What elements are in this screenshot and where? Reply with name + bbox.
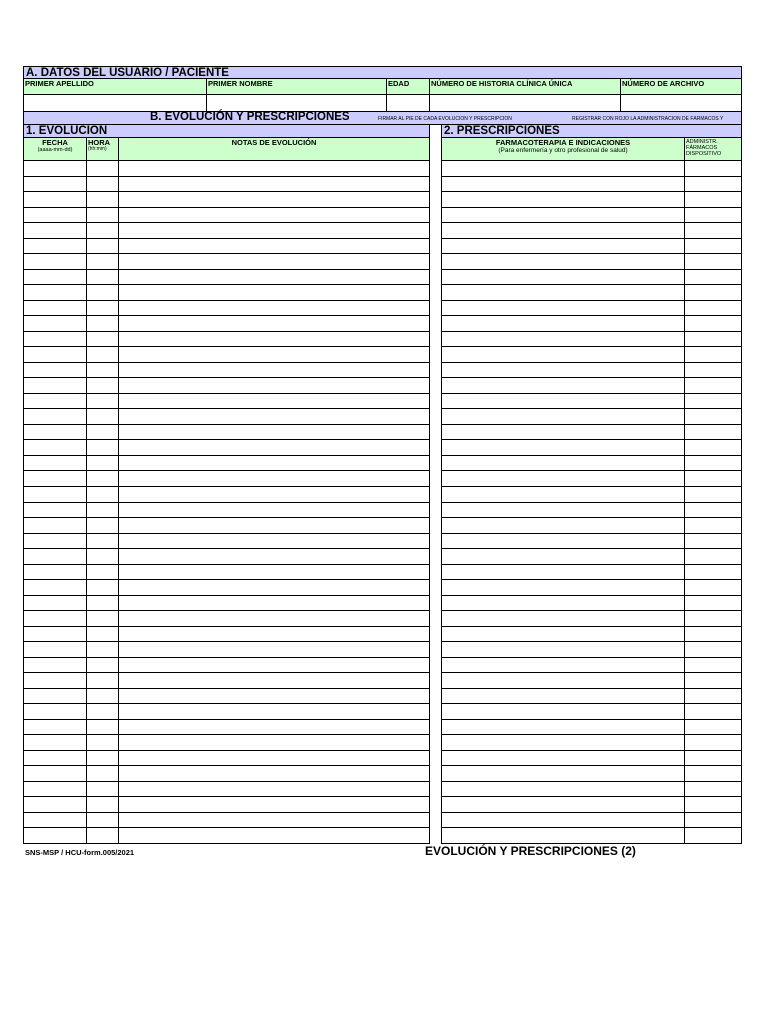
evolucion-row-line [23,486,430,487]
evolucion-row-line [23,796,430,797]
section-b-note-right: REGISTRAR CON ROJO LA ADMINISTRACIÓN DE FÁRMACOS Y [572,116,724,122]
primer-nombre-field[interactable] [206,94,387,112]
evolucion-row-line [23,657,430,658]
evolucion-row-line [23,626,430,627]
evolucion-row-line [23,502,430,503]
evolucion-row-line [23,470,430,471]
prescripciones-row-line [441,719,742,720]
prescripciones-row-line [441,176,742,177]
evolucion-row-line [23,734,430,735]
evolucion-row-line [23,843,430,844]
evolucion-row-line [23,253,430,254]
prescripciones-row-line [441,703,742,704]
prescripciones-row-line [441,439,742,440]
farmacoterapia-column-header: FARMACOTERAPIA E INDICACIONES (Para enfermería y otro profesional de salud) [441,137,685,161]
prescripciones-row-line [441,626,742,627]
field-label-primer-nombre: PRIMER NOMBRE [206,78,387,95]
prescripciones-row-line [441,408,742,409]
prescripciones-column-line [684,160,685,843]
evolucion-row-line [23,439,430,440]
prescripciones-row-line [441,672,742,673]
prescripciones-row-line [441,657,742,658]
primer-apellido-field[interactable] [23,94,207,112]
evolucion-row-line [23,548,430,549]
prescripciones-row-line [441,796,742,797]
field-label-primer-apellido: PRIMER APELLIDO [23,78,207,95]
notas-column-header: NOTAS DE EVOLUCIÓN [118,137,430,161]
evolucion-row-line [23,812,430,813]
administracion-column-header: ADMINISTR. FÁRMACOS DISPOSITIVO [684,137,742,161]
form-title: EVOLUCIÓN Y PRESCRIPCIONES (2) [425,844,636,858]
evolucion-row-line [23,160,430,161]
evolucion-row-line [23,393,430,394]
evolucion-row-line [23,238,430,239]
prescripciones-row-line [441,517,742,518]
evolucion-row-line [23,315,430,316]
evolucion-column-line [429,160,430,843]
evolucion-row-line [23,827,430,828]
farmacoterapia-subtitle: (Para enfermería y otro profesional de salud) [498,147,628,154]
fecha-format-hint: (aaaa-mm-dd) [37,147,73,153]
prescripciones-row-line [441,641,742,642]
prescripciones-row-line [441,533,742,534]
evolucion-title: 1. EVOLUCIÓN [26,125,108,137]
prescripciones-row-line [441,346,742,347]
evolucion-row-line [23,269,430,270]
evolucion-row-line [23,331,430,332]
prescripciones-row-line [441,734,742,735]
evolucion-row-line [23,408,430,409]
prescripciones-row-line [441,750,742,751]
prescripciones-row-line [441,362,742,363]
prescripciones-row-line [441,486,742,487]
prescripciones-row-line [441,688,742,689]
evolucion-row-line [23,781,430,782]
prescripciones-row-line [441,765,742,766]
evolucion-row-line [23,176,430,177]
evolucion-row-line [23,750,430,751]
evolucion-row-line [23,579,430,580]
numero-archivo-field[interactable] [620,94,742,112]
evolucion-row-line [23,719,430,720]
evolucion-header [23,124,430,138]
field-label-edad: EDAD [386,78,430,95]
prescripciones-row-line [441,827,742,828]
evolucion-row-line [23,377,430,378]
prescripciones-row-line [441,393,742,394]
prescripciones-entries-grid[interactable] [441,160,742,843]
prescripciones-row-line [441,300,742,301]
section-b-title: B. EVOLUCIÓN Y PRESCRIPCIONES [150,111,350,123]
prescripciones-row-line [441,455,742,456]
prescripciones-row-line [441,315,742,316]
prescripciones-column-line [441,160,442,843]
evolucion-row-line [23,191,430,192]
evolucion-row-line [23,641,430,642]
edad-field[interactable] [386,94,430,112]
evolucion-column-line [23,160,24,843]
evolucion-row-line [23,517,430,518]
prescripciones-row-line [441,207,742,208]
prescripciones-header [441,124,742,138]
evolucion-row-line [23,610,430,611]
evolucion-row-line [23,207,430,208]
section-a-title: A. DATOS DEL USUARIO / PACIENTE [26,67,229,79]
field-label-historia-clinica: NÚMERO DE HISTORIA CLÍNICA ÚNICA [429,78,621,95]
prescripciones-row-line [441,579,742,580]
prescripciones-row-line [441,284,742,285]
evolucion-row-line [23,424,430,425]
hora-column-header: HORA (hh:mm) [86,137,119,161]
prescripciones-row-line [441,502,742,503]
field-label-numero-archivo: NÚMERO DE ARCHIVO [620,78,742,95]
prescripciones-row-line [441,812,742,813]
evolucion-row-line [23,672,430,673]
prescripciones-row-line [441,781,742,782]
evolucion-row-line [23,222,430,223]
prescripciones-row-line [441,222,742,223]
prescripciones-title: 2. PRESCRIPCIONES [444,125,560,137]
historia-clinica-field[interactable] [429,94,621,112]
prescripciones-row-line [441,548,742,549]
prescripciones-row-line [441,269,742,270]
fecha-column-header: FECHA (aaaa-mm-dd) [23,137,87,161]
evolucion-entries-grid[interactable] [23,160,430,843]
evolucion-row-line [23,300,430,301]
prescripciones-row-line [441,470,742,471]
evolucion-row-line [23,533,430,534]
evolucion-row-line [23,346,430,347]
evolucion-column-line [86,160,87,843]
prescripciones-row-line [441,238,742,239]
prescripciones-row-line [441,564,742,565]
prescripciones-row-line [441,377,742,378]
evolucion-row-line [23,765,430,766]
prescripciones-row-line [441,160,742,161]
evolucion-row-line [23,688,430,689]
evolucion-row-line [23,455,430,456]
prescripciones-row-line [441,595,742,596]
hora-format-hint: (hh:mm) [88,146,107,152]
evolucion-row-line [23,595,430,596]
evolucion-row-line [23,564,430,565]
evolucion-column-line [118,160,119,843]
prescripciones-row-line [441,191,742,192]
prescripciones-column-line [741,160,742,843]
prescripciones-row-line [441,610,742,611]
evolucion-row-line [23,362,430,363]
prescripciones-row-line [441,424,742,425]
form-code: SNS-MSP / HCU-form.005/2021 [25,848,135,857]
prescripciones-row-line [441,253,742,254]
prescripciones-row-line [441,331,742,332]
evolucion-row-line [23,284,430,285]
evolucion-row-line [23,703,430,704]
section-b-note-left: FIRMAR AL PIE DE CADA EVOLUCIÓN Y PRESCRIPCIÓN [378,116,512,122]
